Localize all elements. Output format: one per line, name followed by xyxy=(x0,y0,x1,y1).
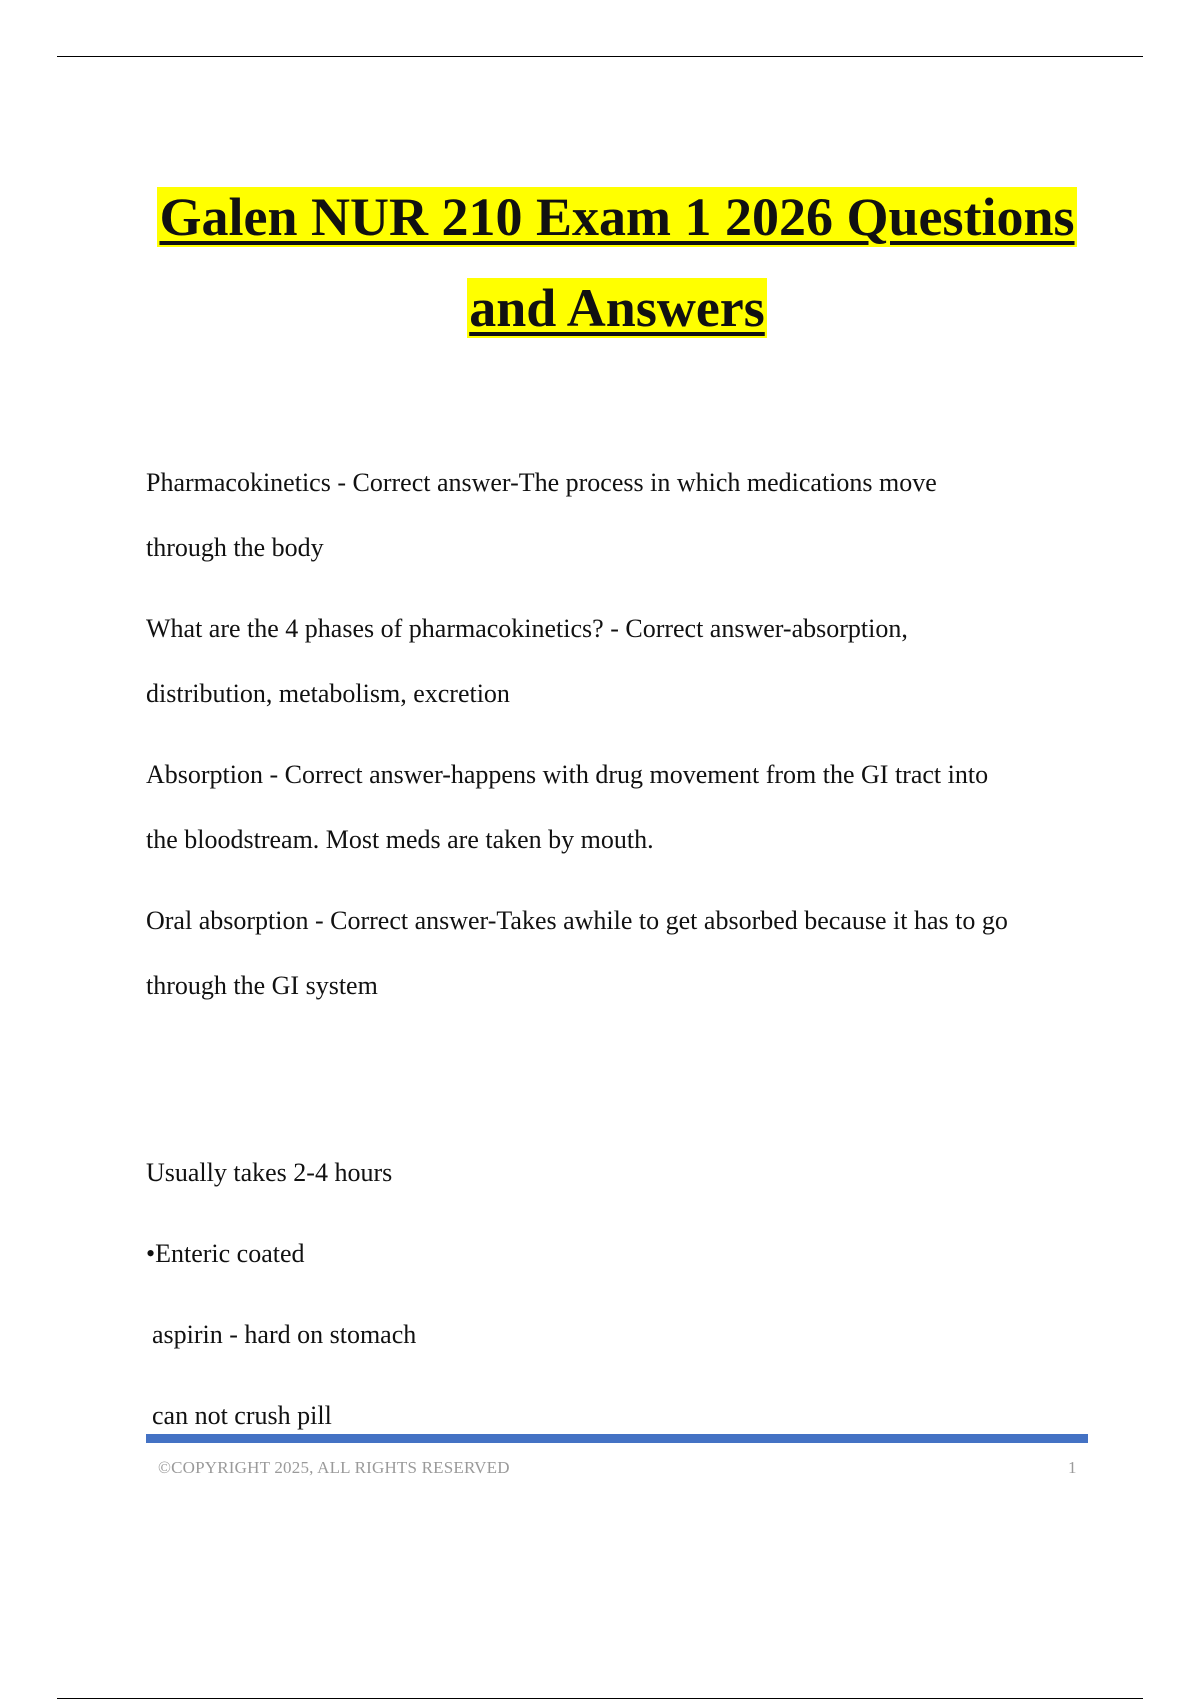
document-title xyxy=(0,172,1200,354)
qa-item xyxy=(146,888,1091,1018)
note-line: aspirin - hard on stomach xyxy=(152,1320,417,1349)
qa-line: Oral absorption - Correct answer-Takes awhile to get absorbed because it has to go xyxy=(146,906,1008,935)
note-line: •Enteric coated xyxy=(146,1239,305,1268)
footer-copyright: ©COPYRIGHT 2025, ALL RIGHTS RESERVED xyxy=(158,1458,510,1477)
qa-line: Pharmacokinetics - Correct answer-The process in which medications move xyxy=(146,468,937,497)
blank-space xyxy=(146,1034,1091,1132)
note-line: Usually takes 2-4 hours xyxy=(146,1158,393,1187)
qa-item xyxy=(146,596,1091,726)
qa-line: What are the 4 phases of pharmacokinetics? - Correct answer-absorption, xyxy=(146,614,908,643)
title-line-1: Galen NUR 210 Exam 1 2026 Questions xyxy=(159,187,1075,247)
qa-line: through the GI system xyxy=(146,971,378,1000)
qa-item xyxy=(146,742,1091,872)
footer-divider xyxy=(146,1434,1088,1443)
document-body xyxy=(146,450,1091,1456)
footer-page-number: 1 xyxy=(1068,1458,1077,1477)
qa-line: distribution, metabolism, excretion xyxy=(146,679,510,708)
bottom-rule xyxy=(57,1698,1143,1699)
qa-line: through the body xyxy=(146,533,324,562)
qa-item xyxy=(146,450,1091,580)
qa-line: Absorption - Correct answer-happens with drug movement from the GI tract into xyxy=(146,760,989,789)
note-line: can not crush pill xyxy=(152,1401,332,1430)
top-rule xyxy=(57,56,1143,57)
qa-line: the bloodstream. Most meds are taken by mouth. xyxy=(146,825,654,854)
title-line-2: and Answers xyxy=(469,278,765,338)
